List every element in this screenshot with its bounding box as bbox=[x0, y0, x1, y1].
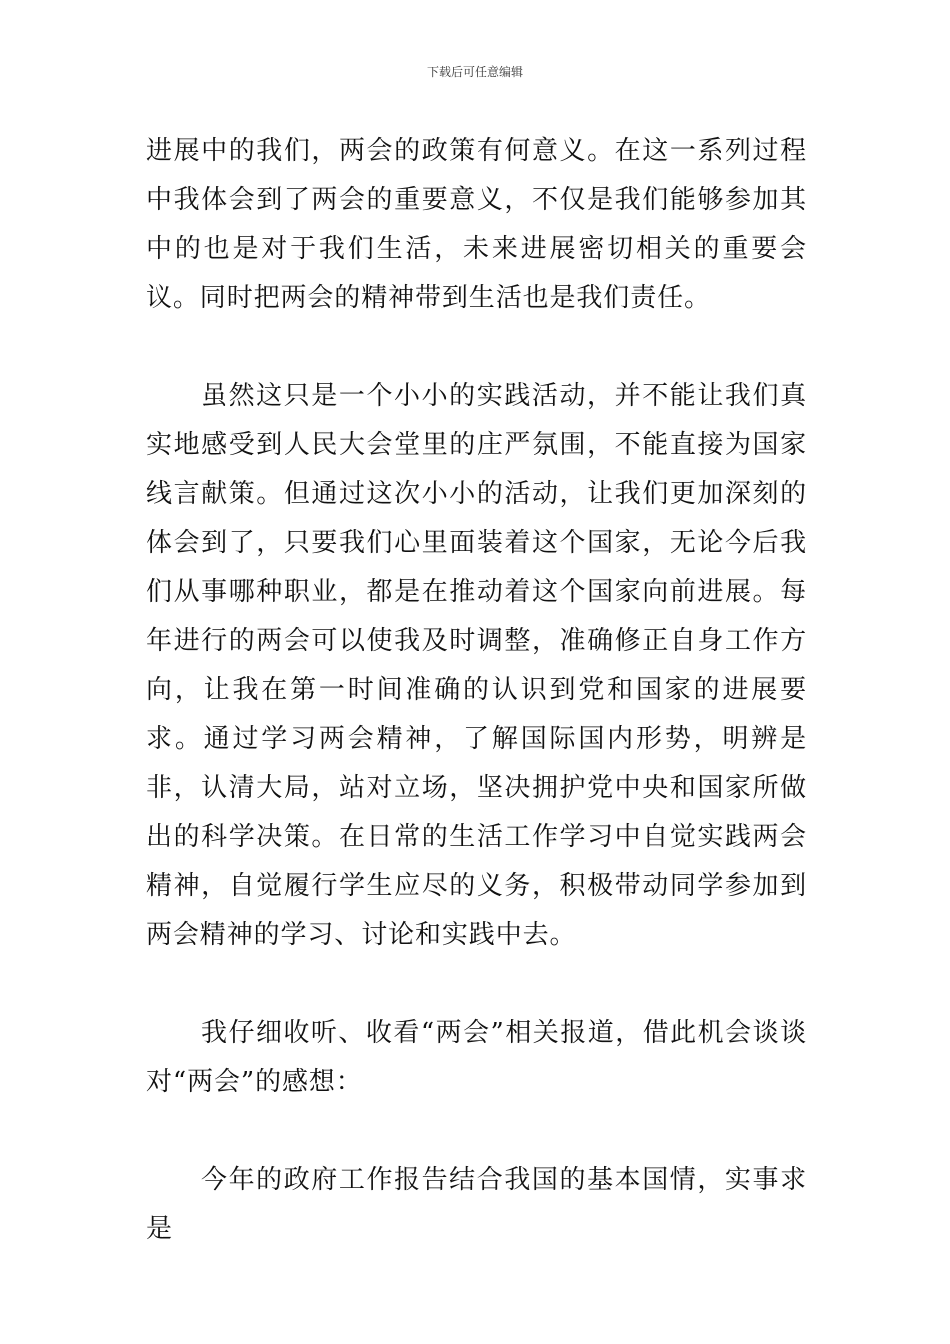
document-body bbox=[146, 127, 807, 1254]
paragraph-4: 今年的政府工作报告结合我国的基本国情，实事求是 bbox=[146, 1165, 807, 1244]
paragraph-gap bbox=[146, 323, 807, 372]
paragraph-3: 我仔细收听、收看“两会”相关报道，借此机会谈谈对“两会”的感想： bbox=[146, 1018, 807, 1097]
paragraph-1: 进展中的我们，两会的政策有何意义。在这一系列过程中我体会到了两会的重要意义，不仅是我们能够参加其中的也是对于我们生活，未来进展密切相关的重要会议。同时把两会的精神带到生活也是我们责任。 bbox=[146, 136, 807, 313]
paragraph-gap bbox=[146, 960, 807, 1009]
paragraph-2: 虽然这只是一个小小的实践活动，并不能让我们真实地感受到人民大会堂里的庄严氛围，不能直接为国家线言献策。但通过这次小小的活动，让我们更加深刻的体会到了，只要我们心里面装着这个国家，无论今后我们从事哪种职业，都是在推动着这个国家向前进展。每年进行的两会可以使我及时调整，准确修正自身工作方向，让我在第一时间准确的认识到党和国家的进展要求。通过学习两会精神，了解国际国内形势，明辨是非，认清大局，站对立场，坚决拥护党中央和国家所做出的科学决策。在日常的生活工作学习中自觉实践两会精神，自觉履行学生应尽的义务，积极带动同学参加到两会精神的学习、讨论和实践中去。 bbox=[146, 381, 807, 950]
page-header: 下载后可任意编辑 bbox=[426, 65, 523, 79]
paragraph-gap bbox=[146, 1107, 807, 1156]
